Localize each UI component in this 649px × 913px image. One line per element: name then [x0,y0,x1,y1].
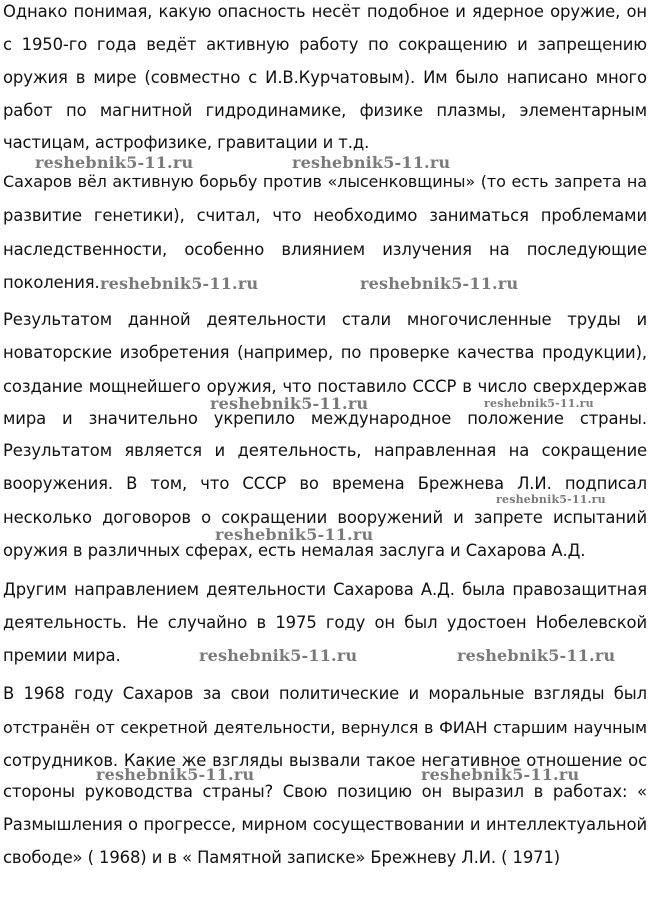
paragraph-line: создание мощнейшего оружия, что поставило СССР в число сверхдержав [3,377,647,396]
paragraph-line: развитие генетики), считал, что необходимо заниматься проблемами [3,206,647,225]
watermark: reshebnik5-11.ru [96,765,255,784]
watermark: reshebnik5-11.ru [292,153,451,172]
paragraph-line: работ по магнитной гидродинамике, физике плазмы, элементарным [3,101,647,120]
paragraph-line: Результатом данной деятельности стали многочисленные труды и [3,310,647,329]
watermark: reshebnik5-11.ru [210,394,369,413]
watermark: reshebnik5-11.ru [215,525,374,544]
paragraph-line: отстранён от секретной деятельности, вернулся в ФИАН старшим научным [3,718,647,737]
paragraph-line: мира и значительно укрепило международное положение страны. [3,409,647,428]
paragraph-line: с 1950-го года ведёт активную работу по сокращению и запрещению [3,35,647,54]
paragraph-line: наследственности, особенно влиянием излучения на последующие [3,240,647,259]
paragraph-line: несколько договоров о сокращении вооружений и запрете испытаний [3,508,647,527]
watermark: reshebnik5-11.ru [484,397,594,410]
paragraph-line: сотрудников. Какие же взгляды вызвали такое негативное отношение ос [3,751,647,770]
paragraph-line: Однако понимая, какую опасность несёт подобное и ядерное оружие, он [3,2,647,21]
paragraph-line: поколения. [3,273,100,292]
paragraph-line: В 1968 году Сахаров за свои политические и моральные взгляды был [3,684,647,703]
paragraph-line: оружия в мире (совместно с И.В.Курчатовым). Им было написано много [3,68,647,87]
watermark: reshebnik5-11.ru [457,646,616,665]
paragraph-line: деятельность. Не случайно в 1975 году он был удостоен Нобелевской [3,613,647,632]
watermark: reshebnik5-11.ru [421,765,580,784]
paragraph-line: Другим направлением деятельности Сахарова А.Д. была правозащитная [3,580,647,599]
paragraph-line: новаторские изобретения (например, по проверке качества продукции), [3,343,647,362]
paragraph-line: Результатом является и деятельность, направленная на сокращение [3,441,647,460]
watermark: reshebnik5-11.ru [199,646,358,665]
paragraph-line: премии мира. [3,646,121,665]
watermark: reshebnik5-11.ru [35,153,194,172]
paragraph-line: стороны руководства страны? Свою позицию он выразил в работах: « [3,782,647,801]
paragraph-line: Размышления о прогрессе, мирном сосуществовании и интеллектуальной [3,815,647,834]
watermark: reshebnik5-11.ru [100,274,259,293]
watermark: reshebnik5-11.ru [360,274,519,293]
watermark: reshebnik5-11.ru [496,493,606,506]
paragraph-line: частицам, астрофизике, гравитации и т.д. [3,133,370,152]
paragraph-line: оружия в различных сферах, есть немалая заслуга и Сахарова А.Д. [3,541,586,560]
paragraph-line: свободе» ( 1968) и в « Памятной записке» Брежневу Л.И. ( 1971) [3,848,561,867]
paragraph-line: Сахаров вёл активную борьбу против «лысенковщины» (то есть запрета на [3,172,647,191]
paragraph-line: вооружения. В том, что СССР во времена Брежнева Л.И. подписал [3,474,647,493]
